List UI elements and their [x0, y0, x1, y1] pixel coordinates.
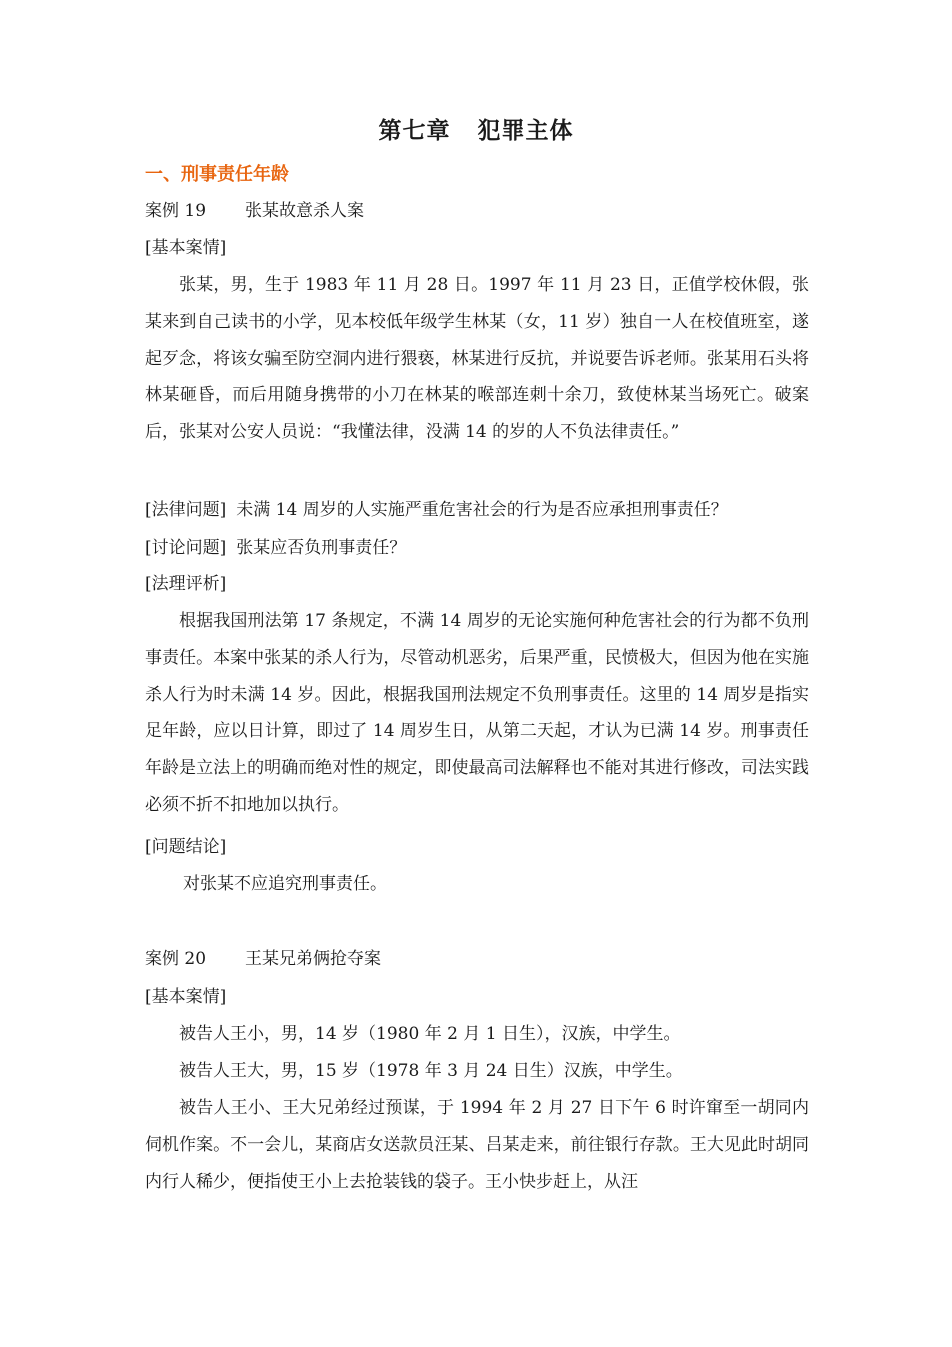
- section-heading: 一、刑事责任年龄: [145, 164, 289, 185]
- discussion-label: [讨论问题]: [145, 538, 227, 558]
- legal-question-text: 未满 14 周岁的人实施严重危害社会的行为是否应承担刑事责任？: [236, 500, 728, 520]
- case-title: [145, 946, 381, 972]
- defendant-line: 被告人王小，男，14 岁（1980 年 2 月 1 日生），汉族，中学生。: [179, 1024, 681, 1044]
- analysis-paragraph: 根据我国刑法第 17 条规定，不满 14 周岁的无论实施何种危害社会的行为都不负刑事责任。本案中张某的杀人行为，尽管动机恶劣，后果严重，民愤极大，但因为他在实施杀人行为时未满 14 岁。因此，根据我国刑法规定不负刑事责任。这里的 14 周岁是指实足年龄，应以日计算，即过了 14 周岁生日，从第二天起，才认为已满 14 岁。刑事责任年龄是立法上的明确而绝对性的规定，即使最高司法解释也不能对其进行修改，司法实践必须不折不扣地加以执行。: [145, 611, 809, 815]
- case-facts-paragraph: 张某，男，生于 1983 年 11 月 28 日。1997 年 11 月 23 日，正值学校休假，张某来到自己读书的小学，见本校低年级学生林某（女，11 岁）独自一人在校值班室，遂起歹念，将该女骗至防空洞内进行猥亵，林某进行反抗，并说要告诉老师。张某用石头将林某砸昏，而后用随身携带的小刀在林某的喉部连刺十余刀，致使林某当场死亡。破案后，张某对公安人员说：“我懂法律，没满 14 的岁的人不负法律责任。”: [145, 275, 809, 443]
- discussion-text: 张某应否负刑事责任？: [236, 538, 407, 558]
- case-title: [145, 198, 364, 224]
- discussion-question: [145, 535, 406, 561]
- case-name: 张某故意杀人案: [245, 201, 364, 221]
- defendant-line: 被告人王大，男，15 岁（1978 年 3 月 24 日生）汉族，中学生。: [179, 1061, 683, 1081]
- case-number: 案例 19: [145, 201, 207, 221]
- legal-question: [145, 497, 728, 523]
- analysis-label: [法理评析]: [145, 574, 227, 594]
- facts-label: [基本案情]: [145, 238, 227, 258]
- case-name: 王某兄弟俩抢夺案: [245, 949, 381, 969]
- case-facts-paragraph: 被告人王小、王大兄弟经过预谋，于 1994 年 2 月 27 日下午 6 时许窜至一胡同内伺机作案。不一会儿，某商店女送款员汪某、吕某走来，前往银行存款。王大见此时胡同内行人稀少，便指使王小上去抢装钱的袋子。王小快步赶上，从汪: [145, 1098, 809, 1192]
- case-number: 案例 20: [145, 949, 207, 969]
- conclusion-label: [问题结论]: [145, 837, 227, 857]
- legal-question-label: [法律问题]: [145, 500, 227, 520]
- chapter-title: 第七章 犯罪主体: [378, 117, 574, 144]
- conclusion-text: 对张某不应追究刑事责任。: [183, 874, 387, 894]
- facts-label: [基本案情]: [145, 987, 227, 1007]
